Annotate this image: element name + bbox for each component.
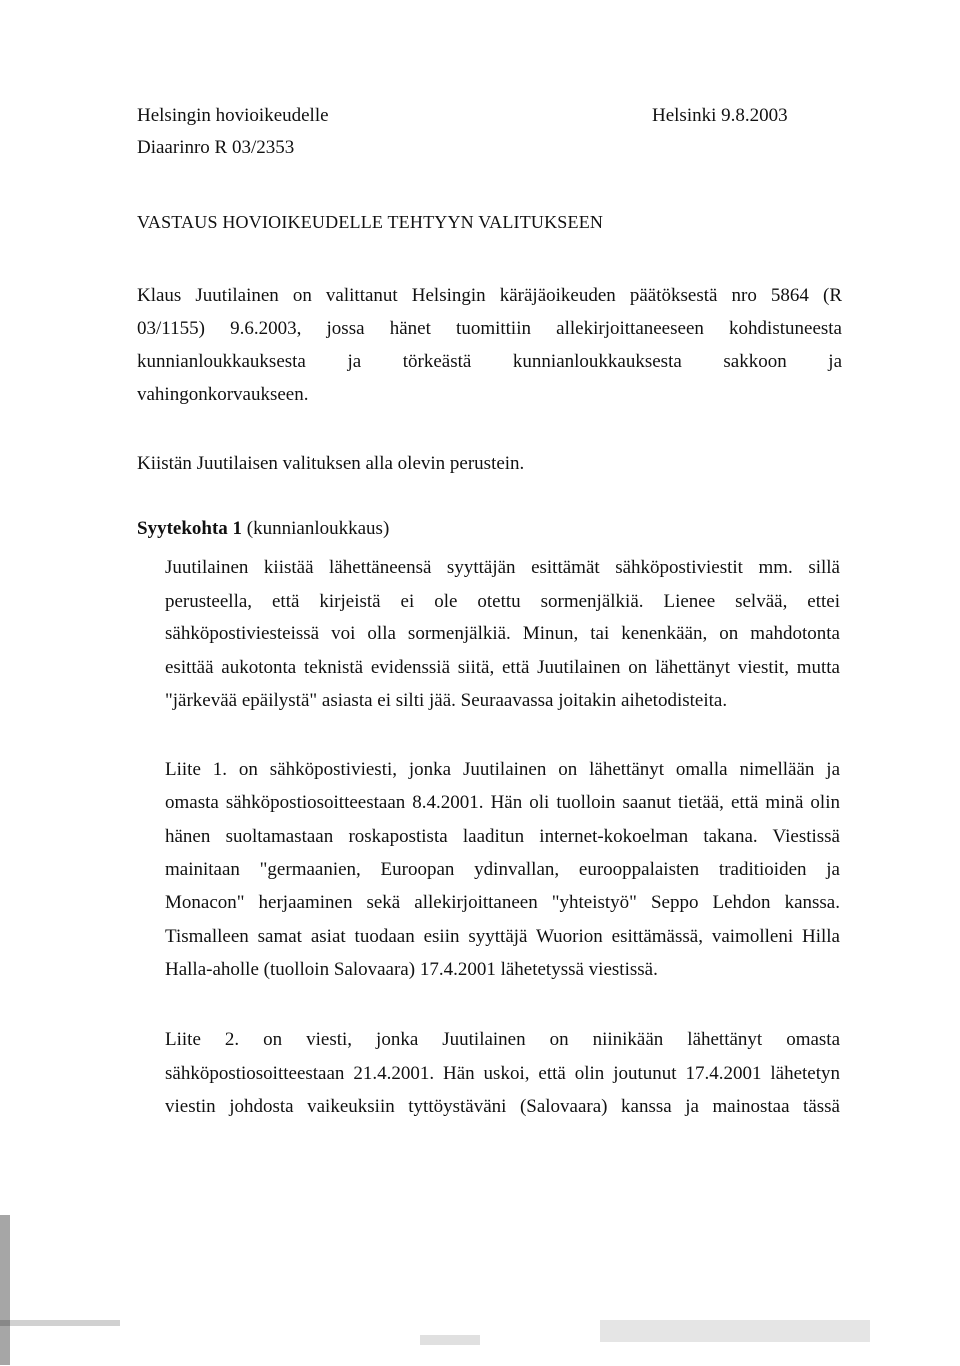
attachment1-line: Halla-aholle (tuolloin Salovaara) 17.4.2001 lähetetyssä viestissä. bbox=[165, 959, 658, 980]
place-date: Helsinki 9.8.2003 bbox=[652, 105, 788, 126]
scan-noise-artifact bbox=[0, 1320, 120, 1326]
scan-edge-artifact bbox=[0, 1215, 10, 1365]
recipient: Helsingin hovioikeudelle bbox=[137, 105, 329, 126]
attachment1-line: mainitaan "germaanien, Euroopan ydinvallan, eurooppalaisten traditioiden ja bbox=[165, 859, 840, 880]
scan-noise-artifact bbox=[420, 1335, 480, 1345]
attachment1-line: Monacon" herjaaminen sekä allekirjoittaneen "yhteistyö" Seppo Lehdon kanssa. bbox=[165, 892, 840, 913]
section-heading bbox=[137, 517, 389, 541]
attachment-label: Liite bbox=[165, 759, 201, 780]
attachment2-line: sähköpostiosoitteestaan 21.4.2001. Hän uskoi, että olin joutunut 17.4.2001 lähetetyn bbox=[165, 1063, 840, 1084]
attachment-label: Liite bbox=[165, 1029, 201, 1050]
attachment1-text: on sähköpostiviesti, jonka Juutilainen on lähettänyt omalla nimellään ja bbox=[238, 759, 841, 780]
section-heading-label: Syytekohta 1 bbox=[137, 518, 243, 539]
attachment1-line: Tismalleen samat asiat tuodaan esiin syyttäjä Wuorion esittämässä, vaimolleni Hilla bbox=[165, 926, 840, 947]
intro-line: vahingonkorvaukseen. bbox=[137, 384, 309, 405]
attachment2-line: viestin johdosta vaikeuksiin tyttöystäväni (Salovaara) kanssa ja mainostaa tässä bbox=[165, 1096, 840, 1117]
section1-line: esittää aukotonta teknistä evidenssiä siitä, että Juutilainen on lähettänyt viestit, mutta bbox=[165, 657, 840, 678]
section1-line: sähköpostiviesteissä voi olla sormenjälkiä. Minun, tai kenenkään, on mahdotonta bbox=[165, 623, 840, 644]
intro-line: 03/1155) 9.6.2003, jossa hänet tuomittiin allekirjoittaneeseen kohdistuneesta bbox=[137, 318, 842, 339]
attachment2-first-line bbox=[165, 1028, 840, 1052]
attachment1-line: omasta sähköpostiosoitteestaan 8.4.2001. Hän oli tuolloin saanut tietää, että minä olin bbox=[165, 792, 840, 813]
section-heading-note: (kunnianloukkaus) bbox=[246, 518, 390, 539]
reference-number: Diaarinro R 03/2353 bbox=[137, 137, 295, 158]
intro-line: Klaus Juutilainen on valittanut Helsingin käräjäoikeuden päätöksestä nro 5864 (R bbox=[137, 285, 842, 306]
attachment2-text: on viesti, jonka Juutilainen on niinikään lähettänyt omasta bbox=[263, 1029, 841, 1050]
attachment1-first-line bbox=[165, 758, 840, 782]
denial-statement: Kiistän Juutilaisen valituksen alla olevin perustein. bbox=[137, 453, 525, 474]
section1-line: perusteella, että kirjeistä ei ole otettu sormenjälkiä. Lienee selvää, ettei bbox=[165, 591, 840, 612]
document-title: VASTAUS HOVIOIKEUDELLE TEHTYYN VALITUKSEEN bbox=[137, 212, 604, 232]
section1-line: Juutilainen kiistää lähettäneensä syyttäjän esittämät sähköpostiviestit mm. sillä bbox=[165, 557, 840, 578]
scan-noise-artifact bbox=[600, 1320, 870, 1342]
attachment1-line: hänen suoltamastaan roskapostista laaditun internet-kokoelman takana. Viestissä bbox=[165, 826, 840, 847]
attachment-number: 2. bbox=[224, 1029, 240, 1050]
section1-line: "järkevää epäilystä" asiasta ei silti jää. Seuraavassa joitakin aihetodisteita. bbox=[165, 690, 728, 711]
attachment-number: 1. bbox=[212, 759, 228, 780]
intro-line: kunnianloukkauksesta ja törkeästä kunnianloukkauksesta sakkoon ja bbox=[137, 351, 842, 372]
